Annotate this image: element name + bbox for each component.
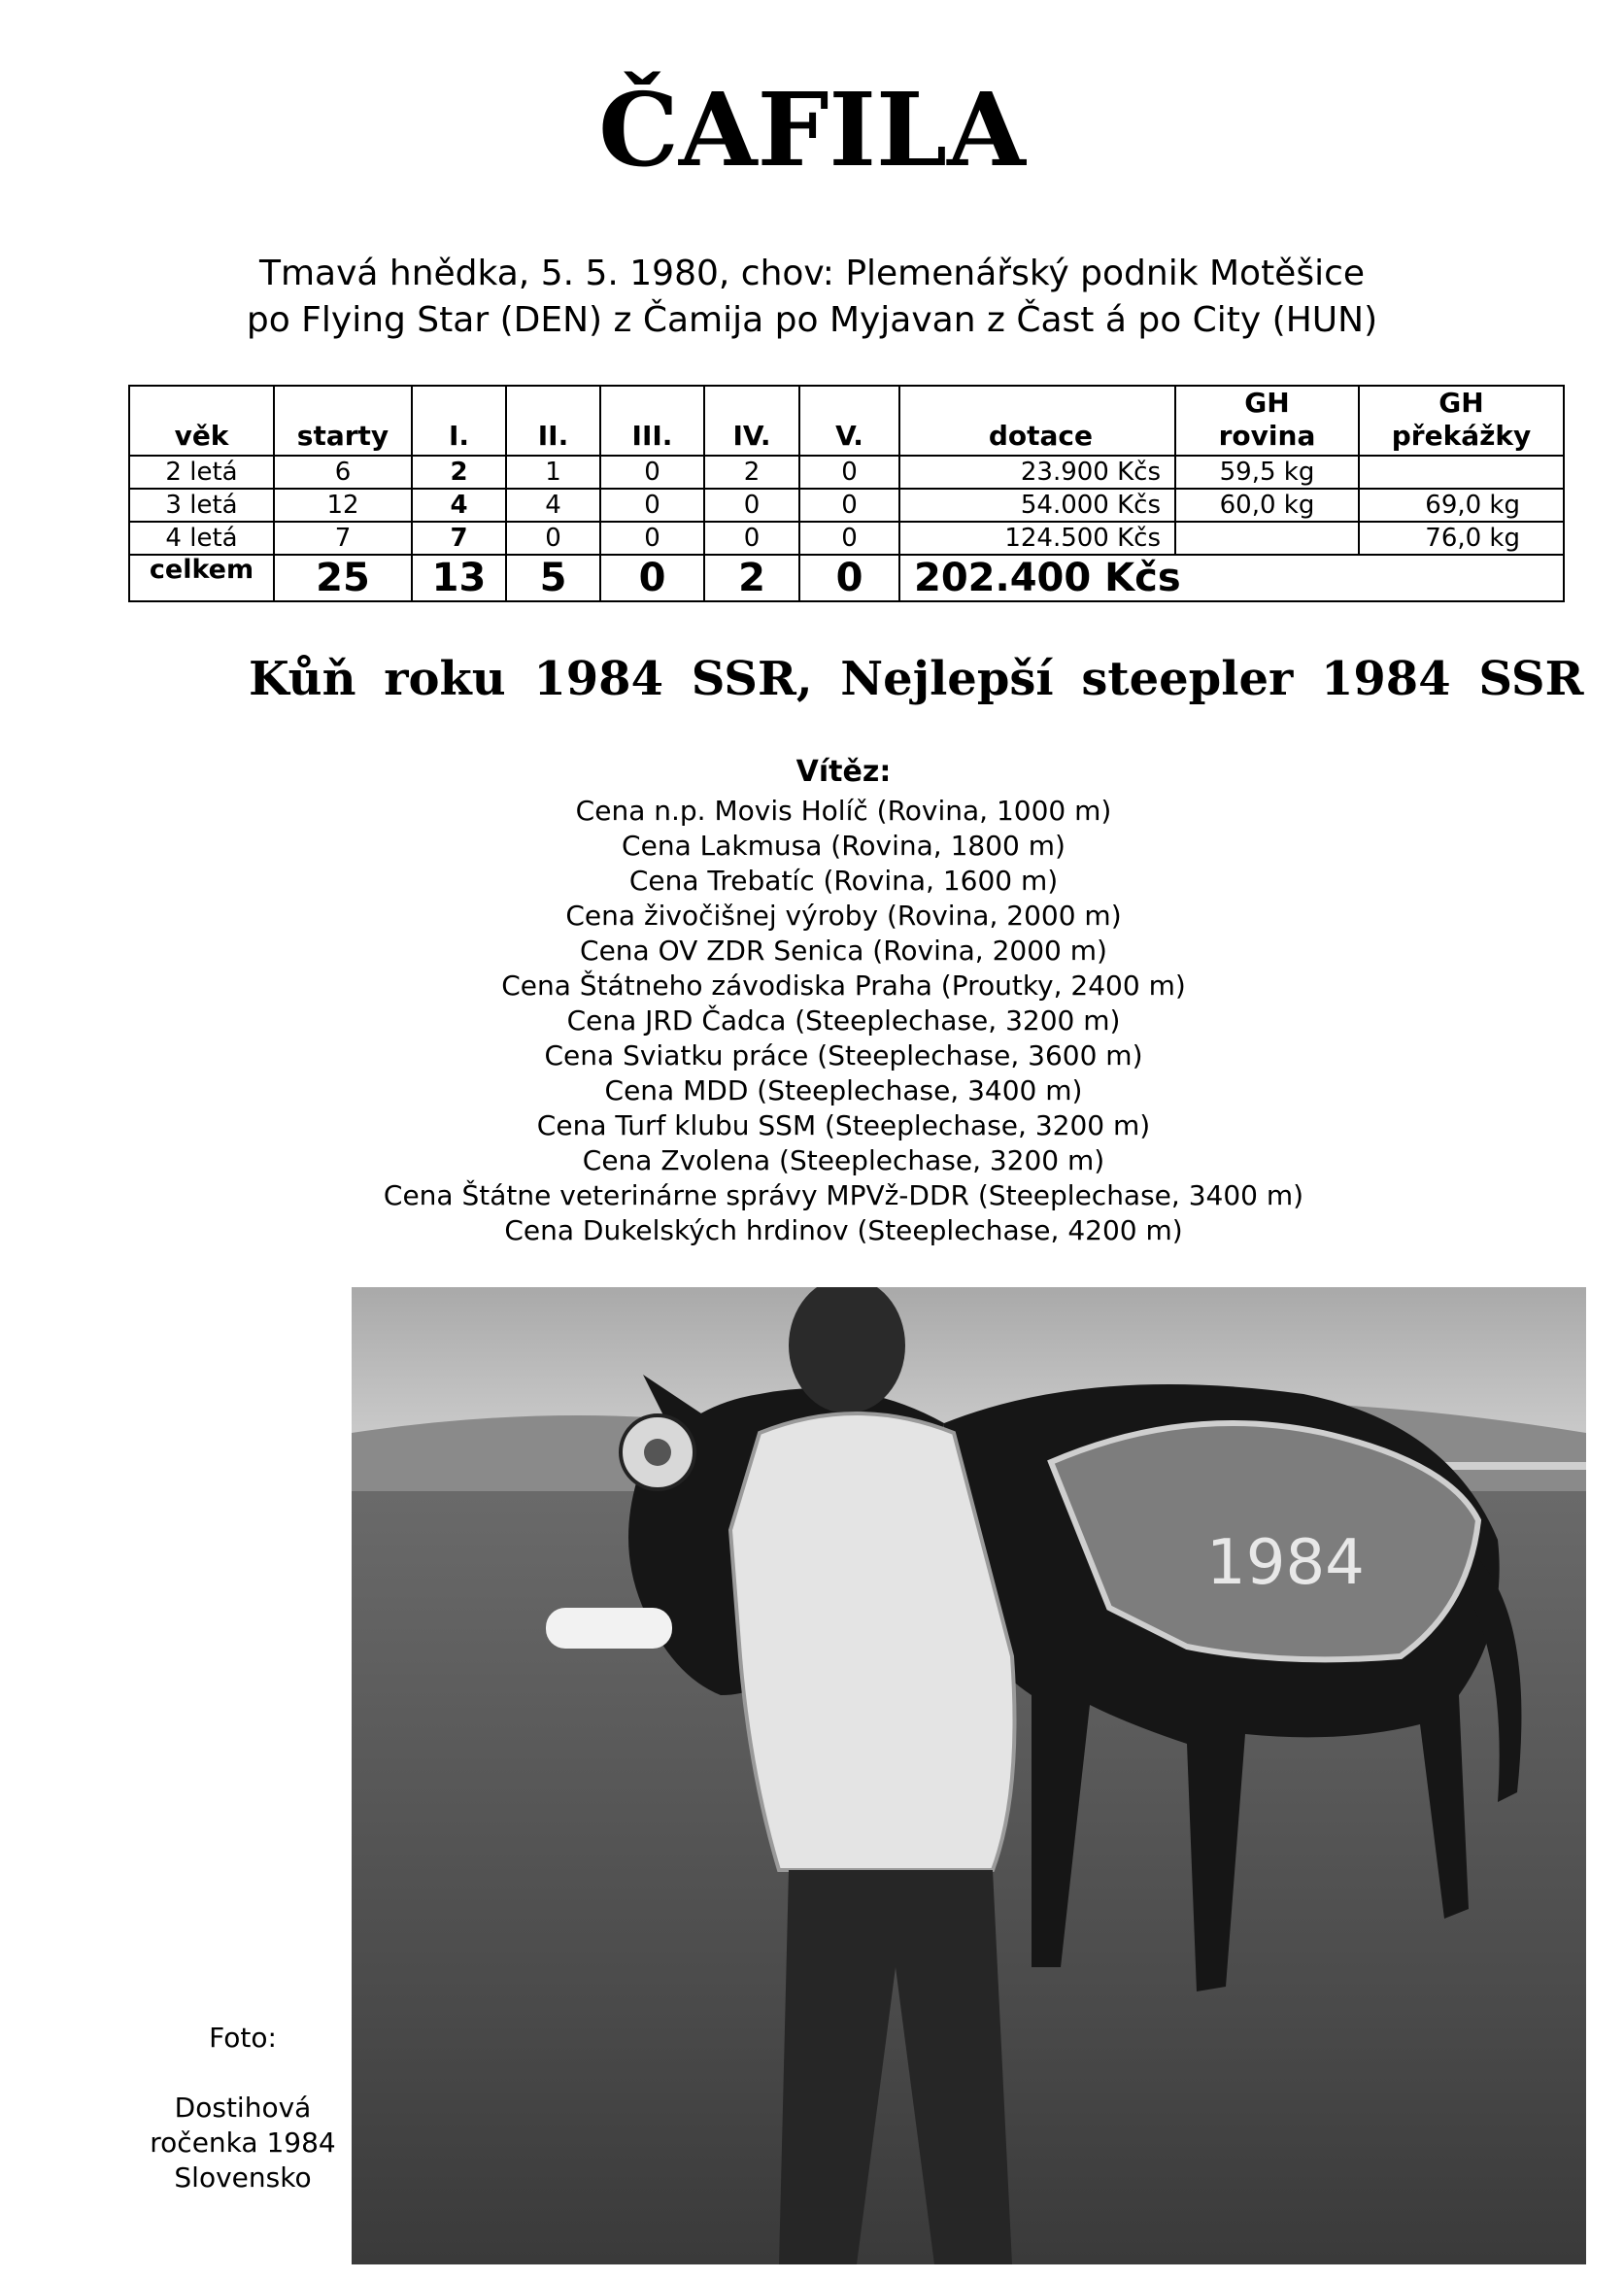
cell-age: 4 letá (129, 522, 274, 555)
horse-photo-illustration (352, 1287, 1586, 2264)
cell-gh-jump (1359, 456, 1564, 489)
credit-line: Slovensko (174, 2161, 312, 2194)
cell-starts: 12 (274, 489, 412, 522)
cell-starts: 7 (274, 522, 412, 555)
table-header-row (129, 386, 1564, 456)
list-item: Cena MDD (Steeplechase, 3400 m) (604, 1074, 1083, 1106)
cell-age: 2 letá (129, 456, 274, 489)
blanket-text: 1984 (1206, 1527, 1365, 1599)
list-item: Cena Sviatku práce (Steeplechase, 3600 m) (544, 1039, 1143, 1072)
total-fourth: 2 (704, 555, 799, 601)
cell-second: 1 (506, 456, 600, 489)
gh-flat-header-top: GH (1244, 387, 1290, 419)
list-item: Cena Zvolena (Steeplechase, 3200 m) (582, 1144, 1105, 1176)
col-header-prize: dotace (899, 386, 1175, 456)
award-word: roku (384, 652, 506, 706)
award-heading (249, 652, 1584, 706)
photo-credit (136, 2021, 350, 2195)
cell-second: 4 (506, 489, 600, 522)
list-item: Cena Dukelských hrdinov (Steeplechase, 4200 m) (504, 1214, 1183, 1246)
pedigree-line-1: Tmavá hnědka, 5. 5. 1980, chov: Plemenářský podnik Motěšice (258, 254, 1366, 293)
credit-spacer (136, 2056, 350, 2091)
cell-fifth: 0 (799, 456, 899, 489)
list-item: Cena Štátneho závodiska Praha (Proutky, 2400 m) (501, 970, 1186, 1002)
col-header-second: II. (506, 386, 600, 456)
cell-starts: 6 (274, 456, 412, 489)
cell-gh-flat (1175, 522, 1359, 555)
cell-gh-flat: 59,5 kg (1175, 456, 1359, 489)
table-row (129, 456, 1564, 489)
cell-prize: 54.000 Kčs (899, 489, 1175, 522)
col-header-fourth: IV. (704, 386, 799, 456)
total-starts: 25 (274, 555, 412, 601)
cell-third: 0 (600, 489, 704, 522)
cell-first: 7 (412, 522, 506, 555)
cell-age: 3 letá (129, 489, 274, 522)
horse-photo (352, 1287, 1586, 2264)
list-item: Cena Trebatíc (Rovina, 1600 m) (628, 865, 1059, 897)
total-fifth: 0 (799, 555, 899, 601)
list-item: Cena Turf klubu SSM (Steeplechase, 3200 m) (536, 1109, 1151, 1141)
pedigree-line-2: po Flying Star (DEN) z Čamija po Myjavan z Čast á po City (HUN) (246, 300, 1378, 340)
cell-prize: 23.900 Kčs (899, 456, 1175, 489)
cell-fifth: 0 (799, 522, 899, 555)
list-item: Cena živočišnej výroby (Rovina, 2000 m) (565, 900, 1122, 932)
col-header-starts: starty (274, 386, 412, 456)
gh-jump-header-bottom: překážky (1391, 420, 1532, 452)
list-item: Cena OV ZDR Senica (Rovina, 2000 m) (580, 935, 1107, 967)
list-item: Cena Štátne veterinárne správy MPVž-DDR (Steeplechase, 3400 m) (383, 1179, 1304, 1211)
cell-prize: 124.500 Kčs (899, 522, 1175, 555)
gh-flat-header-bottom: rovina (1218, 420, 1316, 452)
cell-fifth: 0 (799, 489, 899, 522)
award-word: SSR, (691, 652, 813, 706)
noseband (546, 1608, 672, 1649)
table-row (129, 489, 1564, 522)
cell-fourth: 2 (704, 456, 799, 489)
list-item: Cena Lakmusa (Rovina, 1800 m) (622, 830, 1066, 862)
col-header-gh-flat (1175, 386, 1359, 456)
col-header-fifth: V. (799, 386, 899, 456)
col-header-gh-jump (1359, 386, 1564, 456)
cell-gh-jump: 76,0 kg (1359, 522, 1564, 555)
gh-jump-header-top: GH (1438, 387, 1484, 419)
cell-gh-jump: 69,0 kg (1359, 489, 1564, 522)
award-word: steepler (1081, 652, 1294, 706)
total-first: 13 (412, 555, 506, 601)
col-header-third: III. (600, 386, 704, 456)
total-prize: 202.400 Kčs (899, 555, 1564, 601)
table-total-row (129, 555, 1564, 601)
career-stats-table (128, 385, 1565, 602)
total-third: 0 (600, 555, 704, 601)
total-label: celkem (129, 555, 274, 601)
award-word: Nejlepší (840, 652, 1054, 706)
award-word: Kůň (249, 652, 356, 706)
award-word: 1984 (1321, 652, 1451, 706)
credit-line: Dostihová (174, 2092, 312, 2124)
cell-fourth: 0 (704, 522, 799, 555)
total-second: 5 (506, 555, 600, 601)
list-item: Cena JRD Čadca (Steeplechase, 3200 m) (566, 1004, 1121, 1037)
col-header-first: I. (412, 386, 506, 456)
cell-gh-flat: 60,0 kg (1175, 489, 1359, 522)
award-word: SSR (1478, 652, 1584, 706)
cell-second: 0 (506, 522, 600, 555)
credit-label: Foto: (209, 2022, 277, 2054)
page-title: ČAFILA (598, 70, 1026, 189)
credit-line: ročenka 1984 (150, 2127, 336, 2159)
table-row (129, 522, 1564, 555)
cell-first: 4 (412, 489, 506, 522)
cell-first: 2 (412, 456, 506, 489)
cell-third: 0 (600, 522, 704, 555)
race-wins-list (0, 794, 1624, 1248)
cell-third: 0 (600, 456, 704, 489)
award-word: 1984 (533, 652, 663, 706)
col-header-age: věk (129, 386, 274, 456)
cell-fourth: 0 (704, 489, 799, 522)
winner-heading: Vítěz: (795, 755, 892, 789)
list-item: Cena n.p. Movis Holíč (Rovina, 1000 m) (575, 795, 1112, 827)
